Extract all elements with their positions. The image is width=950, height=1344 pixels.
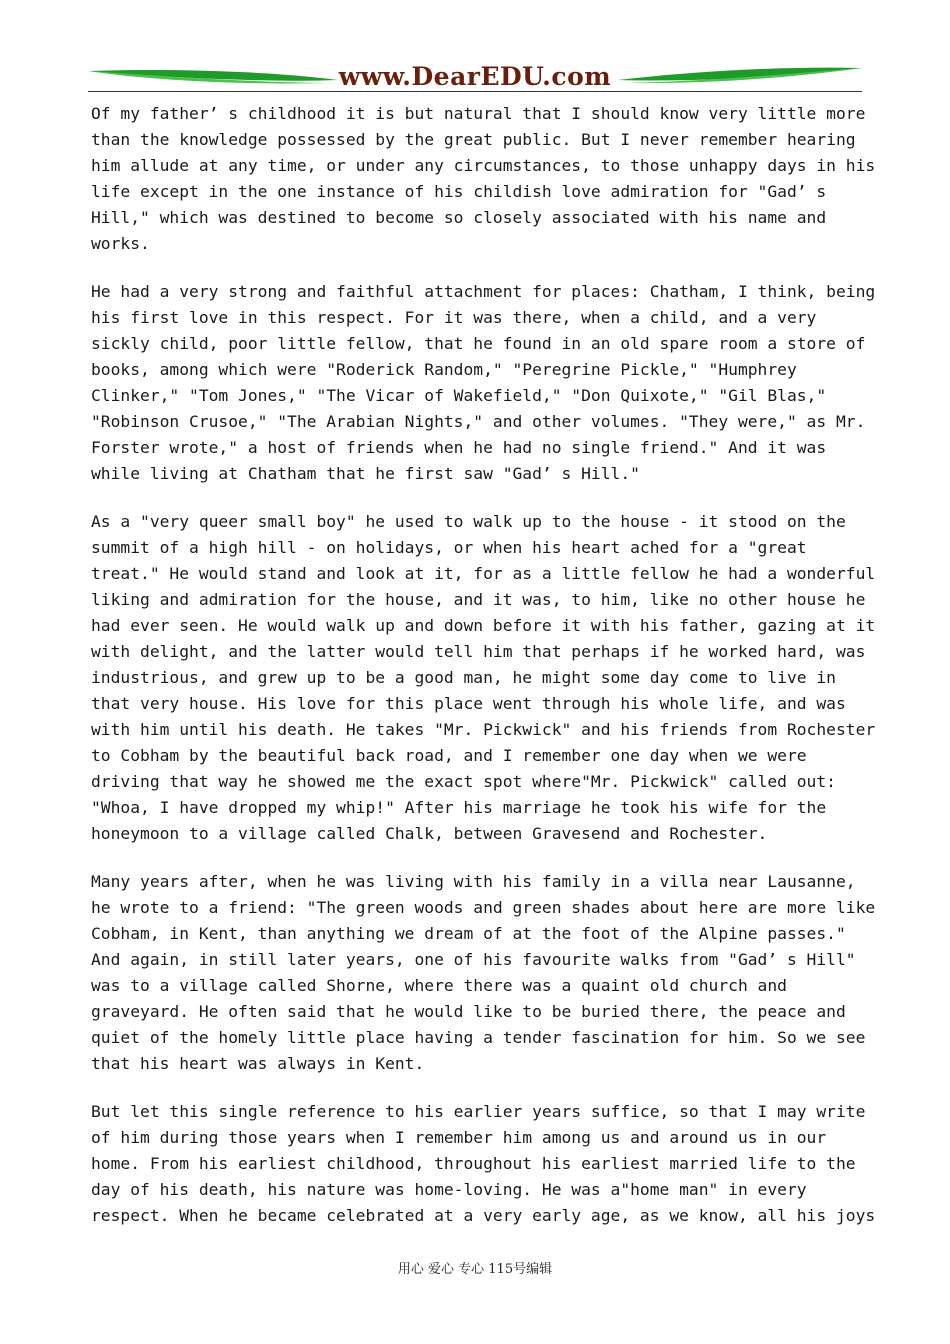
page-footer: 用心 爱心 专心 115号编辑	[397, 1262, 553, 1277]
text-line: quiet of the homely little place having a tender fascination for him. So we see	[91, 1028, 866, 1047]
paragraph	[91, 509, 876, 847]
text-line: He had a very strong and faithful attachment for places: Chatham, I think, being	[91, 282, 876, 301]
text-line: liking and admiration for the house, and it was, to him, like no other house he	[91, 590, 866, 609]
text-line: day of his death, his nature was home-loving. He was a"home man" in every	[91, 1180, 807, 1199]
text-line: Of my father’ s childhood it is but natural that I should know very little more	[91, 104, 866, 123]
text-line: was to a village called Shorne, where there was a quaint old church and	[91, 976, 787, 995]
page-header	[88, 60, 862, 94]
text-line: Many years after, when he was living with his family in a villa near Lausanne,	[91, 872, 856, 891]
text-line: with delight, and the latter would tell him that perhaps if he worked hard, was	[91, 642, 866, 661]
text-line: But let this single reference to his earlier years suffice, so that I may write	[91, 1102, 866, 1121]
text-line: had ever seen. He would walk up and down before it with his father, gazing at it	[91, 616, 876, 635]
paragraph	[91, 101, 876, 257]
text-line: industrious, and grew up to be a good man, he might some day come to live in	[91, 668, 836, 687]
text-line: respect. When he became celebrated at a very early age, as we know, all his joys	[91, 1206, 876, 1225]
paragraph	[91, 279, 876, 487]
document-body	[91, 101, 876, 1251]
text-line: works.	[91, 234, 150, 253]
header-divider	[88, 91, 862, 92]
text-line: that very house. His love for this place went through his whole life, and was	[91, 694, 846, 713]
text-line: Hill," which was destined to become so closely associated with his name and	[91, 208, 827, 227]
text-line: with him until his death. He takes "Mr. Pickwick" and his friends from Rochester	[91, 720, 876, 739]
text-line: him allude at any time, or under any circumstances, to those unhappy days in his	[91, 156, 876, 175]
site-title: www.DearEDU.com	[338, 62, 612, 91]
text-line: life except in the one instance of his childish love admiration for "Gad’ s	[91, 182, 827, 201]
paragraph	[91, 1099, 876, 1229]
text-line: graveyard. He often said that he would like to be buried there, the peace and	[91, 1002, 846, 1021]
text-line: treat." He would stand and look at it, for as a little fellow he had a wonderful	[91, 564, 876, 583]
text-line: his first love in this respect. For it was there, when a child, and a very	[91, 308, 817, 327]
text-line: that his heart was always in Kent.	[91, 1054, 425, 1073]
text-line: summit of a high hill - on holidays, or when his heart ached for a "great	[91, 538, 807, 557]
text-line: he wrote to a friend: "The green woods and green shades about here are more like	[91, 898, 876, 917]
text-line: Clinker," "Tom Jones," "The Vicar of Wakefield," "Don Quixote," "Gil Blas,"	[91, 386, 827, 405]
text-line: of him during those years when I remember him among us and around us in our	[91, 1128, 827, 1147]
text-line: "Whoa, I have dropped my whip!" After his marriage he took his wife for the	[91, 798, 827, 817]
text-line: to Cobham by the beautiful back road, and I remember one day when we were	[91, 746, 807, 765]
paragraph	[91, 869, 876, 1077]
text-line: Cobham, in Kent, than anything we dream of at the foot of the Alpine passes."	[91, 924, 846, 943]
text-line: Forster wrote," a host of friends when he had no single friend." And it was	[91, 438, 827, 457]
text-line: driving that way he showed me the exact spot where"Mr. Pickwick" called out:	[91, 772, 836, 791]
text-line: As a "very queer small boy" he used to walk up to the house - it stood on the	[91, 512, 846, 531]
text-line: sickly child, poor little fellow, that he found in an old spare room a store of	[91, 334, 866, 353]
text-line: honeymoon to a village called Chalk, between Gravesend and Rochester.	[91, 824, 768, 843]
text-line: And again, in still later years, one of his favourite walks from "Gad’ s Hill"	[91, 950, 856, 969]
text-line: books, among which were "Roderick Random," "Peregrine Pickle," "Humphrey	[91, 360, 797, 379]
text-line: home. From his earliest childhood, throughout his earliest married life to the	[91, 1154, 856, 1173]
text-line: than the knowledge possessed by the great public. But I never remember hearing	[91, 130, 856, 149]
text-line: while living at Chatham that he first saw "Gad’ s Hill."	[91, 464, 640, 483]
text-line: "Robinson Crusoe," "The Arabian Nights," and other volumes. "They were," as Mr.	[91, 412, 866, 431]
